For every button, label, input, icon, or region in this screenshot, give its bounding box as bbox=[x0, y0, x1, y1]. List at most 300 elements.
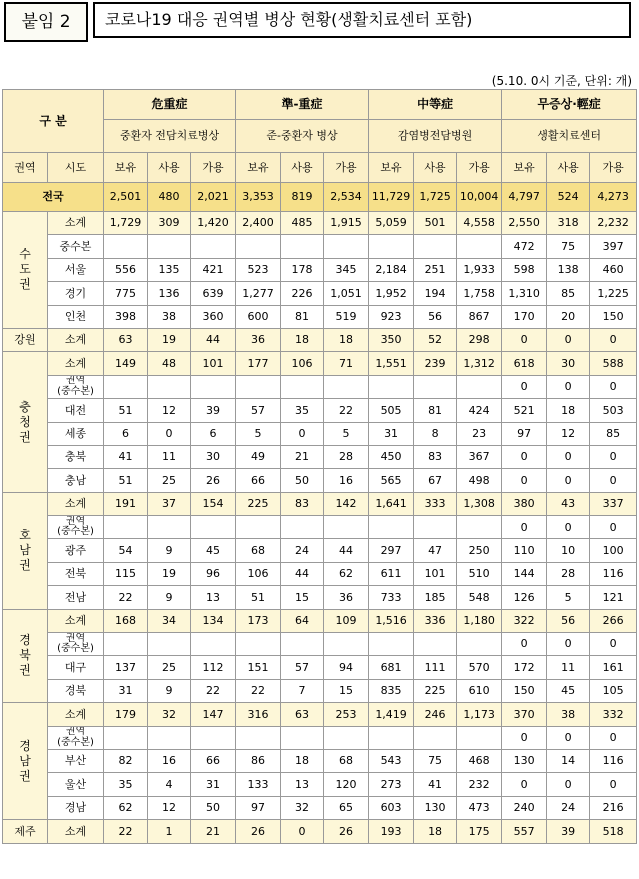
value-cell: 64 bbox=[281, 609, 324, 632]
document-title: 코로나19 대응 권역별 병상 현황(생활치료센터 포함) bbox=[93, 2, 631, 38]
nation-label: 전국 bbox=[3, 183, 104, 212]
table-row bbox=[3, 749, 637, 772]
value-cell: 35 bbox=[281, 399, 324, 422]
value-cell bbox=[414, 633, 457, 656]
value-cell bbox=[281, 633, 324, 656]
table-row bbox=[3, 516, 637, 539]
city-label: 충남 bbox=[48, 469, 104, 492]
value-cell: 819 bbox=[281, 183, 324, 212]
value-cell: 44 bbox=[191, 328, 236, 351]
value-cell: 15 bbox=[281, 586, 324, 609]
value-cell: 83 bbox=[281, 492, 324, 515]
value-cell: 0 bbox=[502, 516, 547, 539]
value-cell: 22 bbox=[104, 586, 148, 609]
value-cell: 505 bbox=[369, 399, 414, 422]
value-cell: 149 bbox=[104, 352, 148, 375]
value-cell: 424 bbox=[457, 399, 502, 422]
value-cell: 2,501 bbox=[104, 183, 148, 212]
value-cell: 0 bbox=[590, 516, 637, 539]
city-label: 권역 (중수본) bbox=[48, 516, 104, 539]
city-label: 서울 bbox=[48, 258, 104, 281]
value-cell: 30 bbox=[547, 352, 590, 375]
value-cell: 185 bbox=[414, 586, 457, 609]
value-cell: 518 bbox=[590, 820, 637, 843]
value-cell: 4,273 bbox=[590, 183, 637, 212]
value-cell: 322 bbox=[502, 609, 547, 632]
value-cell: 2,534 bbox=[324, 183, 369, 212]
value-cell: 150 bbox=[590, 305, 637, 328]
value-cell bbox=[457, 235, 502, 258]
value-cell: 83 bbox=[414, 445, 457, 468]
value-cell: 66 bbox=[191, 749, 236, 772]
value-cell bbox=[457, 726, 502, 749]
value-cell bbox=[414, 726, 457, 749]
value-cell: 18 bbox=[547, 399, 590, 422]
value-cell: 0 bbox=[590, 633, 637, 656]
value-cell: 472 bbox=[502, 235, 547, 258]
value-cell: 134 bbox=[191, 609, 236, 632]
value-cell: 18 bbox=[281, 328, 324, 351]
value-cell: 1,952 bbox=[369, 282, 414, 305]
unit-column-header: 보유 bbox=[236, 153, 281, 183]
value-cell bbox=[236, 726, 281, 749]
value-cell: 32 bbox=[281, 796, 324, 819]
value-cell: 178 bbox=[281, 258, 324, 281]
value-cell bbox=[324, 375, 369, 398]
value-cell: 38 bbox=[547, 703, 590, 726]
city-label: 전남 bbox=[48, 586, 104, 609]
value-cell: 0 bbox=[547, 328, 590, 351]
value-cell bbox=[236, 235, 281, 258]
value-cell: 524 bbox=[547, 183, 590, 212]
value-cell: 56 bbox=[547, 609, 590, 632]
table-row bbox=[3, 375, 637, 398]
value-cell: 1,758 bbox=[457, 282, 502, 305]
table-row bbox=[3, 633, 637, 656]
value-cell: 0 bbox=[547, 773, 590, 796]
value-cell: 350 bbox=[369, 328, 414, 351]
value-cell: 26 bbox=[324, 820, 369, 843]
value-cell: 18 bbox=[324, 328, 369, 351]
value-cell: 7 bbox=[281, 679, 324, 702]
value-cell: 503 bbox=[590, 399, 637, 422]
value-cell: 21 bbox=[191, 820, 236, 843]
value-cell: 253 bbox=[324, 703, 369, 726]
value-cell: 31 bbox=[104, 679, 148, 702]
region-name bbox=[3, 820, 48, 843]
group-title: 무증상·輕症 bbox=[502, 90, 637, 120]
value-cell: 175 bbox=[457, 820, 502, 843]
value-cell: 2,021 bbox=[191, 183, 236, 212]
value-cell: 45 bbox=[191, 539, 236, 562]
region-label: 강원 bbox=[14, 333, 36, 347]
value-cell: 25 bbox=[148, 656, 191, 679]
table-row bbox=[3, 235, 637, 258]
table-row bbox=[3, 282, 637, 305]
value-cell: 0 bbox=[502, 633, 547, 656]
value-cell: 38 bbox=[148, 305, 191, 328]
value-cell bbox=[191, 633, 236, 656]
value-cell: 2,232 bbox=[590, 212, 637, 235]
value-cell: 22 bbox=[191, 679, 236, 702]
value-cell: 603 bbox=[369, 796, 414, 819]
region-column-header: 권역 bbox=[3, 153, 48, 183]
value-cell bbox=[104, 633, 148, 656]
value-cell: 13 bbox=[191, 586, 236, 609]
value-cell: 600 bbox=[236, 305, 281, 328]
value-cell: 226 bbox=[281, 282, 324, 305]
table-row bbox=[3, 305, 637, 328]
value-cell: 126 bbox=[502, 586, 547, 609]
subtotal-row bbox=[3, 352, 637, 375]
unit-column-header: 보유 bbox=[369, 153, 414, 183]
value-cell bbox=[236, 633, 281, 656]
value-cell: 51 bbox=[236, 586, 281, 609]
value-cell bbox=[414, 235, 457, 258]
value-cell: 22 bbox=[104, 820, 148, 843]
value-cell: 10,004 bbox=[457, 183, 502, 212]
value-cell: 94 bbox=[324, 656, 369, 679]
value-cell: 13 bbox=[281, 773, 324, 796]
value-cell bbox=[324, 516, 369, 539]
subtotal-row bbox=[3, 703, 637, 726]
value-cell: 0 bbox=[148, 422, 191, 445]
value-cell: 318 bbox=[547, 212, 590, 235]
value-cell: 144 bbox=[502, 562, 547, 585]
city-label: 충북 bbox=[48, 445, 104, 468]
group-subtitle: 중환자 전담치료병상 bbox=[104, 120, 236, 153]
value-cell: 138 bbox=[547, 258, 590, 281]
value-cell: 150 bbox=[502, 679, 547, 702]
value-cell: 22 bbox=[236, 679, 281, 702]
value-cell: 44 bbox=[324, 539, 369, 562]
value-cell: 835 bbox=[369, 679, 414, 702]
value-cell: 63 bbox=[281, 703, 324, 726]
value-cell: 49 bbox=[236, 445, 281, 468]
value-cell bbox=[104, 726, 148, 749]
value-cell: 56 bbox=[414, 305, 457, 328]
value-cell: 1,180 bbox=[457, 609, 502, 632]
value-cell bbox=[457, 375, 502, 398]
value-cell: 333 bbox=[414, 492, 457, 515]
city-label: 권역 (중수본) bbox=[48, 633, 104, 656]
value-cell: 9 bbox=[148, 539, 191, 562]
value-cell: 370 bbox=[502, 703, 547, 726]
value-cell: 51 bbox=[104, 469, 148, 492]
value-cell: 611 bbox=[369, 562, 414, 585]
value-cell: 48 bbox=[148, 352, 191, 375]
value-cell: 0 bbox=[502, 726, 547, 749]
value-cell: 298 bbox=[457, 328, 502, 351]
value-cell bbox=[457, 516, 502, 539]
value-cell: 360 bbox=[191, 305, 236, 328]
value-cell: 468 bbox=[457, 749, 502, 772]
value-cell: 16 bbox=[148, 749, 191, 772]
city-label: 세종 bbox=[48, 422, 104, 445]
value-cell bbox=[191, 516, 236, 539]
value-cell: 309 bbox=[148, 212, 191, 235]
value-cell: 31 bbox=[369, 422, 414, 445]
value-cell: 1,729 bbox=[104, 212, 148, 235]
value-cell: 18 bbox=[414, 820, 457, 843]
value-cell bbox=[457, 633, 502, 656]
value-cell: 121 bbox=[590, 586, 637, 609]
value-cell: 20 bbox=[547, 305, 590, 328]
value-cell: 23 bbox=[457, 422, 502, 445]
city-label: 울산 bbox=[48, 773, 104, 796]
table-row bbox=[3, 399, 637, 422]
region-name bbox=[3, 352, 48, 492]
value-cell: 154 bbox=[191, 492, 236, 515]
value-cell: 66 bbox=[236, 469, 281, 492]
value-cell bbox=[369, 235, 414, 258]
value-cell: 57 bbox=[281, 656, 324, 679]
value-cell: 337 bbox=[590, 492, 637, 515]
value-cell: 216 bbox=[590, 796, 637, 819]
value-cell: 0 bbox=[281, 820, 324, 843]
value-cell: 332 bbox=[590, 703, 637, 726]
value-cell: 0 bbox=[547, 633, 590, 656]
corner-header: 구 분 bbox=[3, 90, 104, 153]
value-cell: 1,915 bbox=[324, 212, 369, 235]
value-cell: 191 bbox=[104, 492, 148, 515]
value-cell bbox=[191, 235, 236, 258]
value-cell: 5 bbox=[236, 422, 281, 445]
value-cell: 161 bbox=[590, 656, 637, 679]
value-cell: 67 bbox=[414, 469, 457, 492]
value-cell: 172 bbox=[502, 656, 547, 679]
value-cell: 75 bbox=[414, 749, 457, 772]
value-cell: 116 bbox=[590, 562, 637, 585]
value-cell: 239 bbox=[414, 352, 457, 375]
region-label: 충 청 권 bbox=[19, 399, 31, 444]
value-cell: 75 bbox=[547, 235, 590, 258]
value-cell: 557 bbox=[502, 820, 547, 843]
value-cell: 63 bbox=[104, 328, 148, 351]
value-cell: 421 bbox=[191, 258, 236, 281]
value-cell: 473 bbox=[457, 796, 502, 819]
value-cell: 398 bbox=[104, 305, 148, 328]
value-cell: 142 bbox=[324, 492, 369, 515]
value-cell: 22 bbox=[324, 399, 369, 422]
value-cell: 71 bbox=[324, 352, 369, 375]
value-cell: 565 bbox=[369, 469, 414, 492]
value-cell bbox=[281, 516, 324, 539]
value-cell: 111 bbox=[414, 656, 457, 679]
value-cell: 5 bbox=[324, 422, 369, 445]
value-cell: 6 bbox=[104, 422, 148, 445]
value-cell: 12 bbox=[148, 399, 191, 422]
unit-column-header: 가용 bbox=[457, 153, 502, 183]
value-cell: 225 bbox=[414, 679, 457, 702]
value-cell: 1,419 bbox=[369, 703, 414, 726]
table-row bbox=[3, 258, 637, 281]
subtotal-row bbox=[3, 328, 637, 351]
value-cell: 21 bbox=[281, 445, 324, 468]
city-label: 전북 bbox=[48, 562, 104, 585]
value-cell: 96 bbox=[191, 562, 236, 585]
value-cell: 0 bbox=[547, 375, 590, 398]
table-row bbox=[3, 656, 637, 679]
value-cell: 115 bbox=[104, 562, 148, 585]
value-cell: 35 bbox=[104, 773, 148, 796]
value-cell: 30 bbox=[191, 445, 236, 468]
value-cell: 240 bbox=[502, 796, 547, 819]
region-name bbox=[3, 328, 48, 351]
value-cell: 36 bbox=[324, 586, 369, 609]
value-cell: 775 bbox=[104, 282, 148, 305]
unit-column-header: 가용 bbox=[191, 153, 236, 183]
value-cell: 485 bbox=[281, 212, 324, 235]
value-cell bbox=[369, 516, 414, 539]
value-cell: 28 bbox=[324, 445, 369, 468]
value-cell: 733 bbox=[369, 586, 414, 609]
table-row bbox=[3, 562, 637, 585]
table-row bbox=[3, 679, 637, 702]
value-cell: 34 bbox=[148, 609, 191, 632]
value-cell: 12 bbox=[148, 796, 191, 819]
value-cell: 41 bbox=[414, 773, 457, 796]
value-cell: 179 bbox=[104, 703, 148, 726]
value-cell: 9 bbox=[148, 586, 191, 609]
value-cell: 97 bbox=[502, 422, 547, 445]
value-cell: 397 bbox=[590, 235, 637, 258]
value-cell: 367 bbox=[457, 445, 502, 468]
value-cell: 31 bbox=[191, 773, 236, 796]
value-cell: 598 bbox=[502, 258, 547, 281]
unit-column-header: 가용 bbox=[324, 153, 369, 183]
city-label: 광주 bbox=[48, 539, 104, 562]
value-cell: 6 bbox=[191, 422, 236, 445]
city-column-header: 시도 bbox=[48, 153, 104, 183]
city-label: 권역 (중수본) bbox=[48, 726, 104, 749]
region-label: 제주 bbox=[14, 824, 36, 838]
value-cell: 556 bbox=[104, 258, 148, 281]
value-cell: 151 bbox=[236, 656, 281, 679]
region-name bbox=[3, 212, 48, 329]
group-subtitle: 감염병전담병원 bbox=[369, 120, 502, 153]
unit-note: (5.10. 0시 기준, 단위: 개) bbox=[491, 74, 632, 88]
group-title: 危重症 bbox=[104, 90, 236, 120]
unit-column-header: 보유 bbox=[502, 153, 547, 183]
value-cell: 36 bbox=[236, 328, 281, 351]
value-cell bbox=[369, 633, 414, 656]
value-cell: 1,551 bbox=[369, 352, 414, 375]
value-cell: 460 bbox=[590, 258, 637, 281]
value-cell: 45 bbox=[547, 679, 590, 702]
value-cell: 570 bbox=[457, 656, 502, 679]
city-label: 부산 bbox=[48, 749, 104, 772]
value-cell bbox=[281, 235, 324, 258]
value-cell: 639 bbox=[191, 282, 236, 305]
value-cell: 867 bbox=[457, 305, 502, 328]
value-cell: 133 bbox=[236, 773, 281, 796]
value-cell: 480 bbox=[148, 183, 191, 212]
table-row bbox=[3, 796, 637, 819]
value-cell: 116 bbox=[590, 749, 637, 772]
value-cell bbox=[414, 375, 457, 398]
city-label: 소계 bbox=[48, 328, 104, 351]
value-cell: 0 bbox=[547, 516, 590, 539]
region-name bbox=[3, 703, 48, 820]
value-cell: 1,312 bbox=[457, 352, 502, 375]
value-cell: 85 bbox=[547, 282, 590, 305]
value-cell: 11 bbox=[148, 445, 191, 468]
value-cell: 50 bbox=[191, 796, 236, 819]
unit-column-header: 보유 bbox=[104, 153, 148, 183]
value-cell bbox=[324, 633, 369, 656]
value-cell bbox=[236, 375, 281, 398]
value-cell bbox=[148, 516, 191, 539]
value-cell: 100 bbox=[590, 539, 637, 562]
value-cell bbox=[148, 633, 191, 656]
value-cell: 54 bbox=[104, 539, 148, 562]
value-cell: 588 bbox=[590, 352, 637, 375]
city-label: 대전 bbox=[48, 399, 104, 422]
unit-column-header: 가용 bbox=[590, 153, 637, 183]
value-cell: 0 bbox=[547, 445, 590, 468]
value-cell: 106 bbox=[281, 352, 324, 375]
value-cell bbox=[148, 726, 191, 749]
value-cell: 147 bbox=[191, 703, 236, 726]
value-cell: 135 bbox=[148, 258, 191, 281]
group-subtitle: 생활치료센터 bbox=[502, 120, 637, 153]
value-cell: 44 bbox=[281, 562, 324, 585]
value-cell: 1,051 bbox=[324, 282, 369, 305]
value-cell: 109 bbox=[324, 609, 369, 632]
group-subtitle: 준-중환자 병상 bbox=[236, 120, 369, 153]
value-cell: 297 bbox=[369, 539, 414, 562]
value-cell: 610 bbox=[457, 679, 502, 702]
value-cell: 4 bbox=[148, 773, 191, 796]
value-cell: 0 bbox=[547, 726, 590, 749]
city-label: 인천 bbox=[48, 305, 104, 328]
value-cell: 316 bbox=[236, 703, 281, 726]
value-cell bbox=[148, 235, 191, 258]
subtotal-row bbox=[3, 492, 637, 515]
city-label: 중수본 bbox=[48, 235, 104, 258]
value-cell: 194 bbox=[414, 282, 457, 305]
value-cell bbox=[191, 726, 236, 749]
value-cell: 232 bbox=[457, 773, 502, 796]
value-cell: 501 bbox=[414, 212, 457, 235]
value-cell: 0 bbox=[590, 469, 637, 492]
value-cell: 193 bbox=[369, 820, 414, 843]
value-cell: 246 bbox=[414, 703, 457, 726]
value-cell: 81 bbox=[414, 399, 457, 422]
value-cell: 137 bbox=[104, 656, 148, 679]
value-cell: 0 bbox=[590, 328, 637, 351]
value-cell: 8 bbox=[414, 422, 457, 445]
value-cell: 923 bbox=[369, 305, 414, 328]
table-row bbox=[3, 726, 637, 749]
document-header bbox=[0, 0, 639, 44]
value-cell: 120 bbox=[324, 773, 369, 796]
value-cell: 1 bbox=[148, 820, 191, 843]
table-row bbox=[3, 586, 637, 609]
value-cell: 81 bbox=[281, 305, 324, 328]
value-cell bbox=[369, 726, 414, 749]
city-label: 경북 bbox=[48, 679, 104, 702]
value-cell: 1,173 bbox=[457, 703, 502, 726]
value-cell bbox=[236, 516, 281, 539]
table-row bbox=[3, 469, 637, 492]
value-cell: 523 bbox=[236, 258, 281, 281]
bed-status-table bbox=[2, 89, 637, 844]
value-cell: 266 bbox=[590, 609, 637, 632]
value-cell: 112 bbox=[191, 656, 236, 679]
value-cell: 19 bbox=[148, 328, 191, 351]
